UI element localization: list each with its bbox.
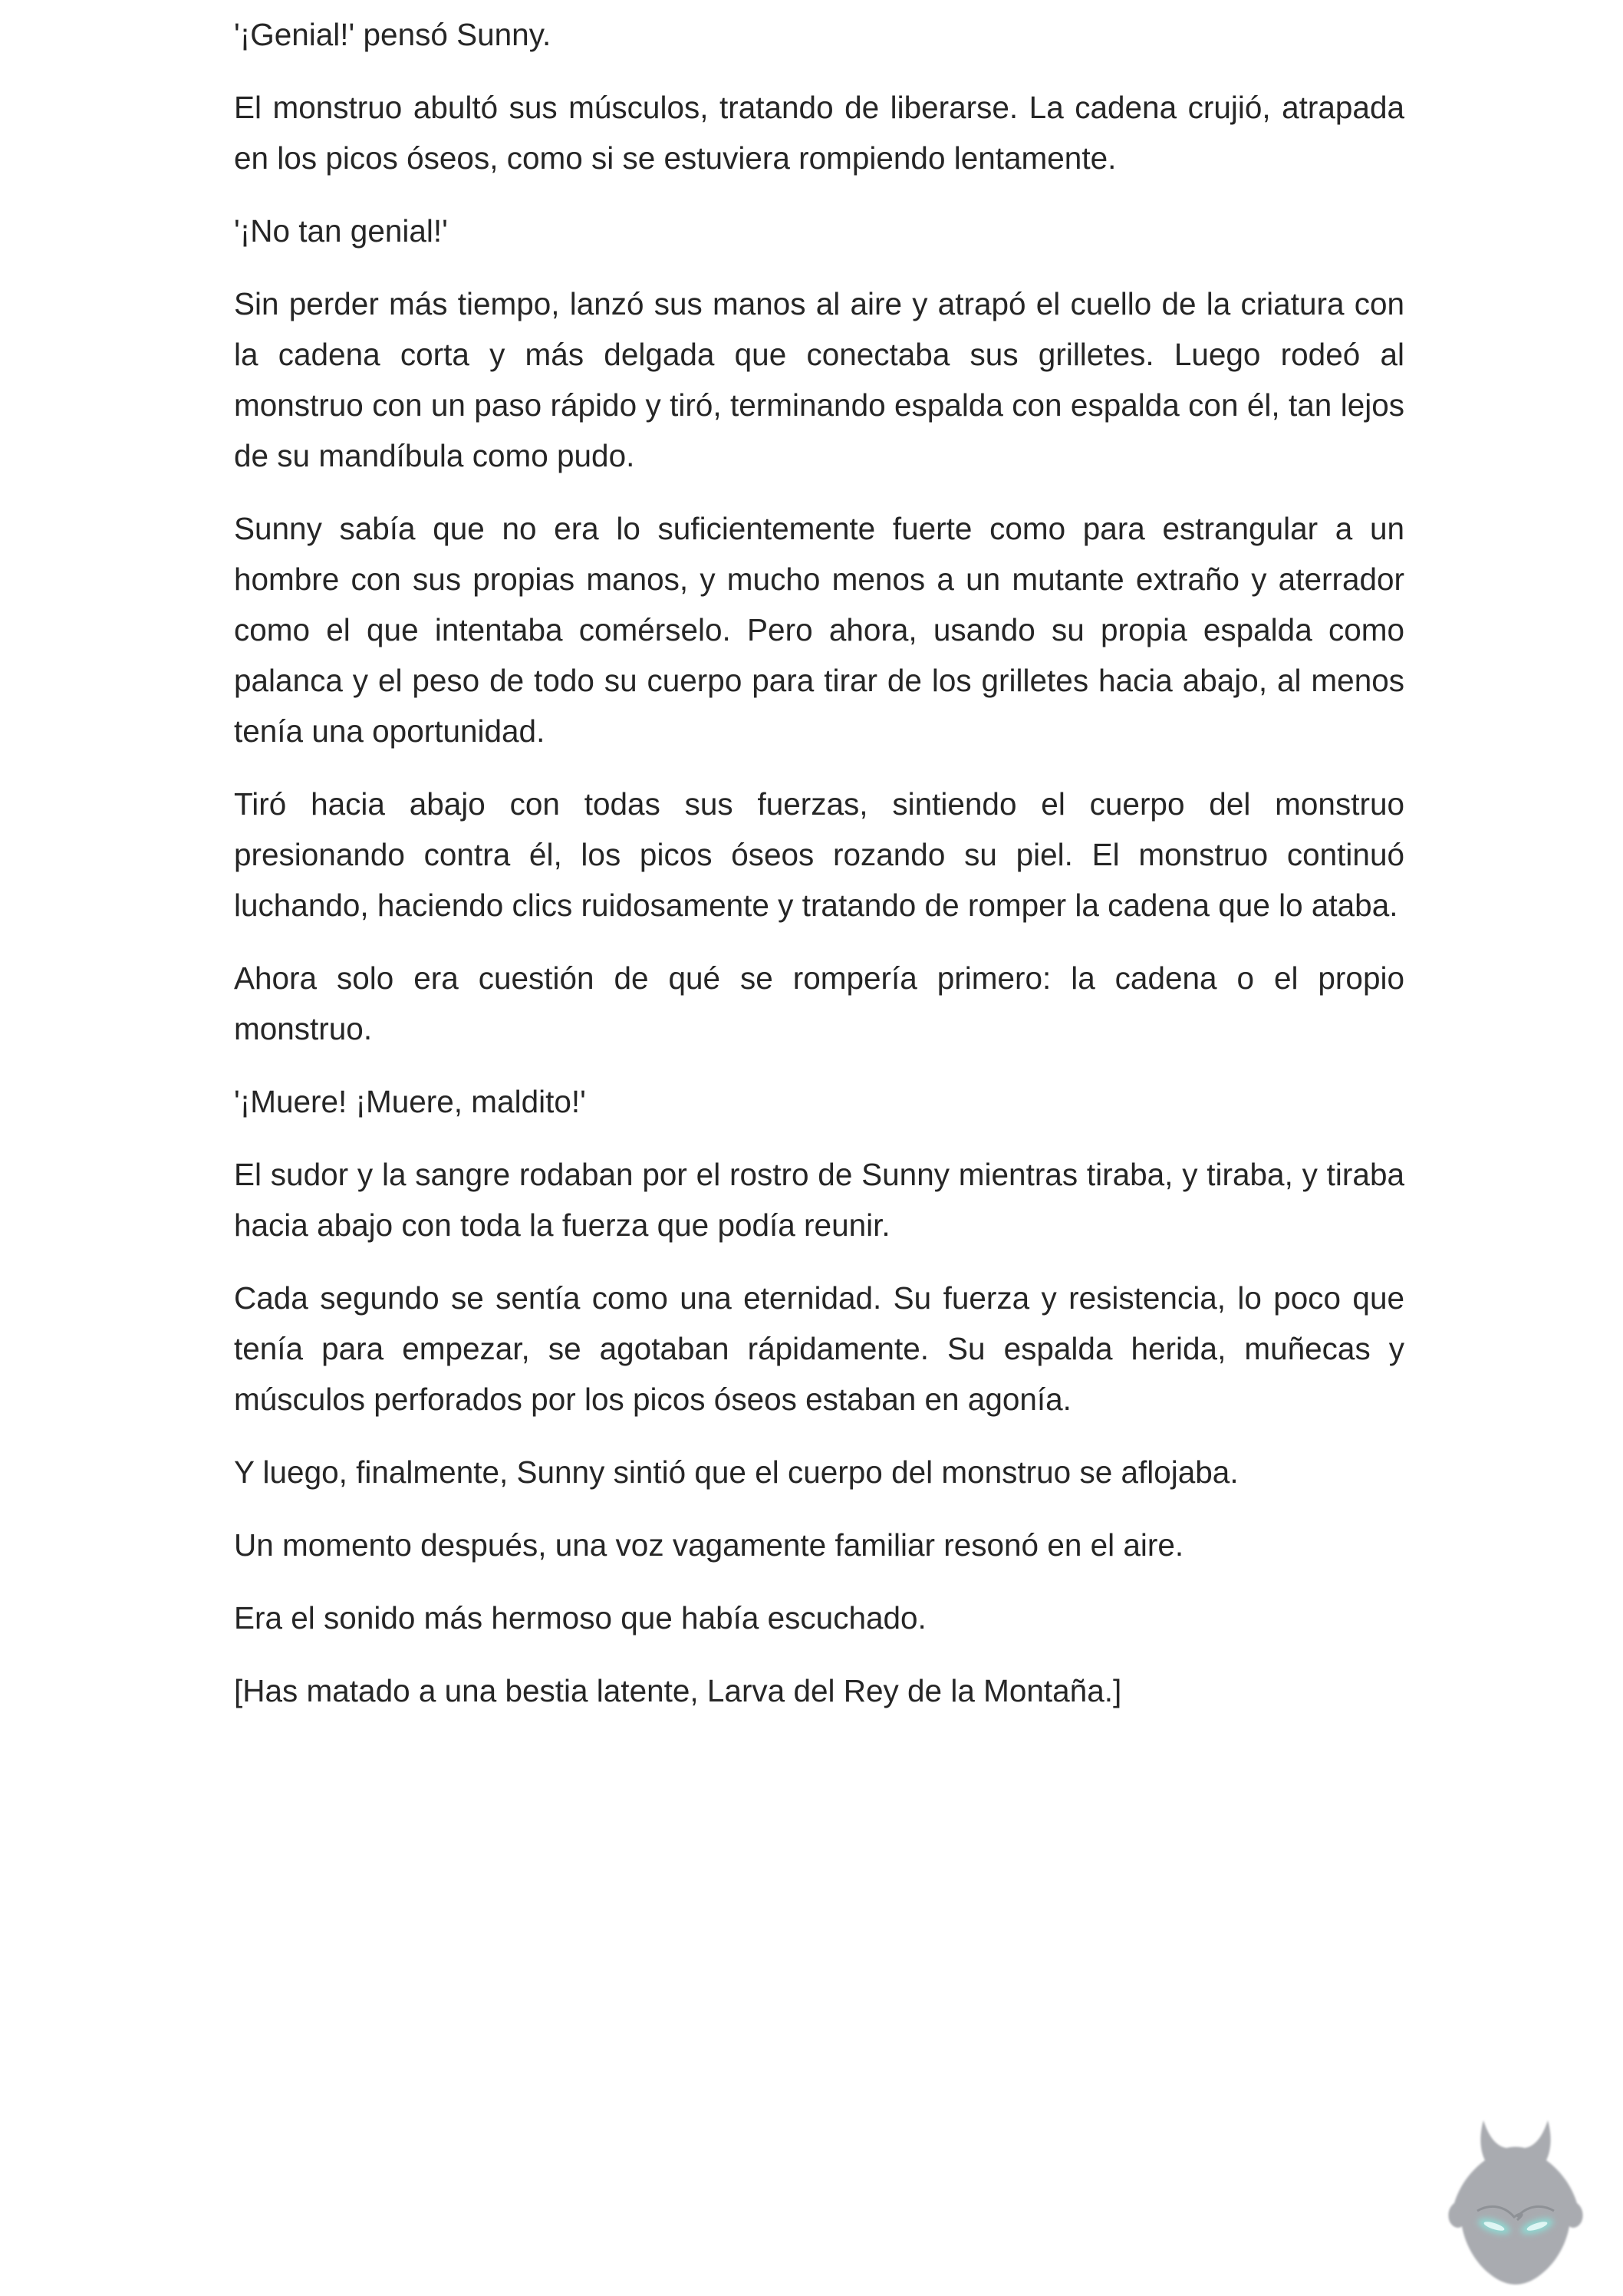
paragraph: Cada segundo se sentía como una eternidad. Su fuerza y resistencia, lo poco que tenía para empezar, se agotaban rápidamente. Su espalda herida, muñecas y músculos perforados por los picos óseos estaban en agonía.	[234, 1280, 1404, 1417]
demon-head-shape	[1448, 2120, 1582, 2284]
paragraph: Tiró hacia abajo con todas sus fuerzas, sintiendo el cuerpo del monstruo presionando contra él, los picos óseos rozando su piel. El monstruo continuó luchando, haciendo clics ruidosamente y tratando de romper la cadena que lo ataba.	[234, 786, 1404, 923]
paragraph: El sudor y la sangre rodaban por el rostro de Sunny mientras tiraba, y tiraba, y tiraba hacia abajo con toda la fuerza que podía reunir.	[234, 1157, 1404, 1243]
chapter-text	[234, 9, 1404, 1738]
paragraph: Ahora solo era cuestión de qué se rompería primero: la cadena o el propio monstruo.	[234, 960, 1404, 1046]
paragraph: El monstruo abultó sus músculos, tratando de liberarse. La cadena crujió, atrapada en los picos óseos, como si se estuviera rompiendo lentamente.	[234, 90, 1404, 176]
paragraph: [Has matado a una bestia latente, Larva del Rey de la Montaña.]	[234, 1673, 1122, 1708]
paragraph: '¡Genial!' pensó Sunny.	[234, 17, 551, 52]
paragraph: '¡Muere! ¡Muere, maldito!'	[234, 1084, 586, 1119]
paragraph: Un momento después, una voz vagamente familiar resonó en el aire.	[234, 1527, 1184, 1563]
paragraph: Y luego, finalmente, Sunny sintió que el cuerpo del monstruo se aflojaba.	[234, 1454, 1239, 1490]
paragraph: Era el sonido más hermoso que había escuchado.	[234, 1600, 927, 1636]
paragraph: '¡No tan genial!'	[234, 213, 448, 249]
horned-demon-head-icon	[1444, 2113, 1588, 2286]
paragraph: Sunny sabía que no era lo suficientemente fuerte como para estrangular a un hombre con sus propias manos, y mucho menos a un mutante extraño y aterrador como el que intentaba comérselo. Pero ahora, usando su propia espalda como palanca y el peso de todo su cuerpo para tirar de los grilletes hacia abajo, al menos tenía una oportunidad.	[234, 511, 1404, 749]
paragraph: Sin perder más tiempo, lanzó sus manos al aire y atrapó el cuello de la criatura con la cadena corta y más delgada que conectaba sus grilletes. Luego rodeó al monstruo con un paso rápido y tiró, terminando espalda con espalda con él, tan lejos de su mandíbula como pudo.	[234, 286, 1404, 473]
